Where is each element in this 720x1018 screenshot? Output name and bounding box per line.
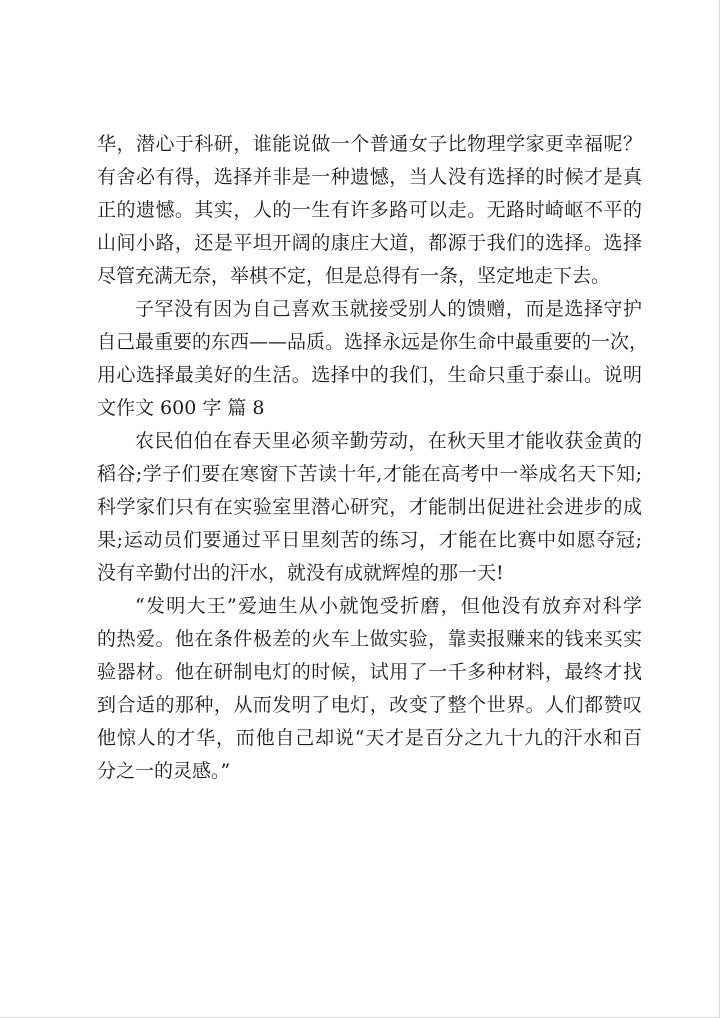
text-line: 山间小路，还是平坦开阔的康庄大道，都源于我们的选择。选择 — [97, 232, 642, 254]
text-line: 科学家们只有在实验室里潜心研究，才能制出促进社会进步的成 — [97, 496, 642, 518]
text-line: 没有辛勤付出的汗水，就没有成就辉煌的那一天! — [97, 562, 504, 584]
text-line: 自己最重要的东西——品质。选择永远是你生命中最重要的一次， — [97, 331, 649, 353]
text-line: 验器材。他在研制电灯的时候，试用了一千多种材料，最终才找 — [97, 661, 642, 683]
text-line: 果;运动员们要通过平日里刻苦的练习，才能在比赛中如愿夺冠; — [97, 529, 642, 551]
section-heading-line: 文作文 600 字 篇 8 — [97, 397, 265, 419]
paragraph-2 — [97, 293, 649, 425]
text-line: 尽管充满无奈，举棋不定，但是总得有一条，坚定地走下去。 — [97, 265, 611, 287]
text-line: “发明大王”爱迪生从小就饱受折磨，但他没有放弃对科学 — [135, 595, 642, 617]
text-line: 分之一的灵感。” — [97, 760, 231, 782]
text-line: 用心选择最美好的生活。选择中的我们，生命只重于泰山。说明 — [97, 364, 642, 386]
text-line: 正的遗憾。其实，人的一生有许多路可以走。无路时崎岖不平的 — [97, 199, 642, 221]
text-line: 华，潜心于科研，谁能说做一个普通女子比物理学家更幸福呢？ — [97, 133, 642, 155]
text-line: 稻谷;学子们要在寒窗下苦读十年,才能在高考中一举成名天下知; — [97, 463, 642, 485]
paragraph-1 — [97, 128, 642, 293]
text-line: 子罕没有因为自己喜欢玉就接受别人的馈赠，而是选择守护 — [135, 298, 642, 320]
document-body — [97, 128, 649, 788]
paragraph-3 — [97, 425, 642, 590]
text-line: 的热爱。他在条件极差的火车上做实验，靠卖报赚来的钱来买实 — [97, 628, 642, 650]
text-line: 他惊人的才华，而他自己却说“天才是百分之九十九的汗水和百 — [97, 727, 642, 749]
text-line: 到合适的那种，从而发明了电灯，改变了整个世界。人们都赞叹 — [97, 694, 642, 716]
text-line: 农民伯伯在春天里必须辛勤劳动，在秋天里才能收获金黄的 — [135, 430, 642, 452]
text-line: 有舍必有得，选择并非是一种遗憾，当人没有选择的时候才是真 — [97, 166, 642, 188]
paragraph-4 — [97, 590, 642, 788]
